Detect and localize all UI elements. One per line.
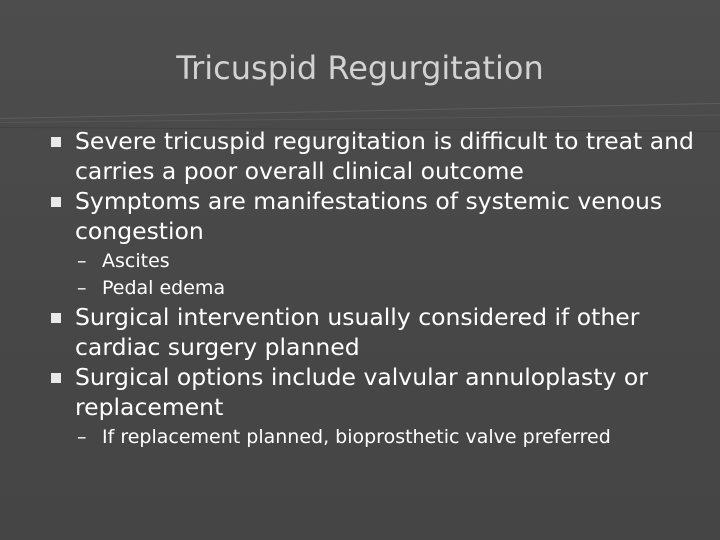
dash-icon: – (77, 277, 87, 299)
square-bullet-icon (51, 137, 61, 147)
square-bullet-icon (51, 373, 61, 383)
bullet-text: Symptoms are manifestations of systemic venous congestion (75, 187, 663, 245)
sub-bullet-text: Pedal edema (102, 277, 226, 299)
sub-bullet-list (60, 248, 700, 302)
square-bullet-icon (51, 197, 61, 207)
sub-bullet-item (60, 424, 700, 451)
bullet-item (60, 126, 700, 186)
bullet-item (60, 186, 700, 246)
sub-bullet-item (60, 275, 700, 302)
bullet-text: Severe tricuspid regurgitation is difficult to treat and carries a poor overall clinical outcome (75, 127, 694, 185)
square-bullet-icon (51, 313, 61, 323)
sub-bullet-item (60, 248, 700, 275)
bullet-text: Surgical intervention usually considered if other cardiac surgery planned (75, 303, 640, 361)
bullet-item (60, 302, 700, 362)
slide-title: Tricuspid Regurgitation (176, 49, 544, 87)
dash-icon: – (77, 426, 87, 448)
sub-bullet-text: Ascites (102, 250, 170, 272)
slide-content (60, 126, 700, 451)
bullet-item (60, 362, 700, 422)
bullet-text: Surgical options include valvular annuloplasty or replacement (75, 363, 648, 421)
dash-icon: – (77, 250, 87, 272)
sub-bullet-list (60, 424, 700, 451)
sub-bullet-text: If replacement planned, bioprosthetic valve preferred (102, 426, 611, 448)
